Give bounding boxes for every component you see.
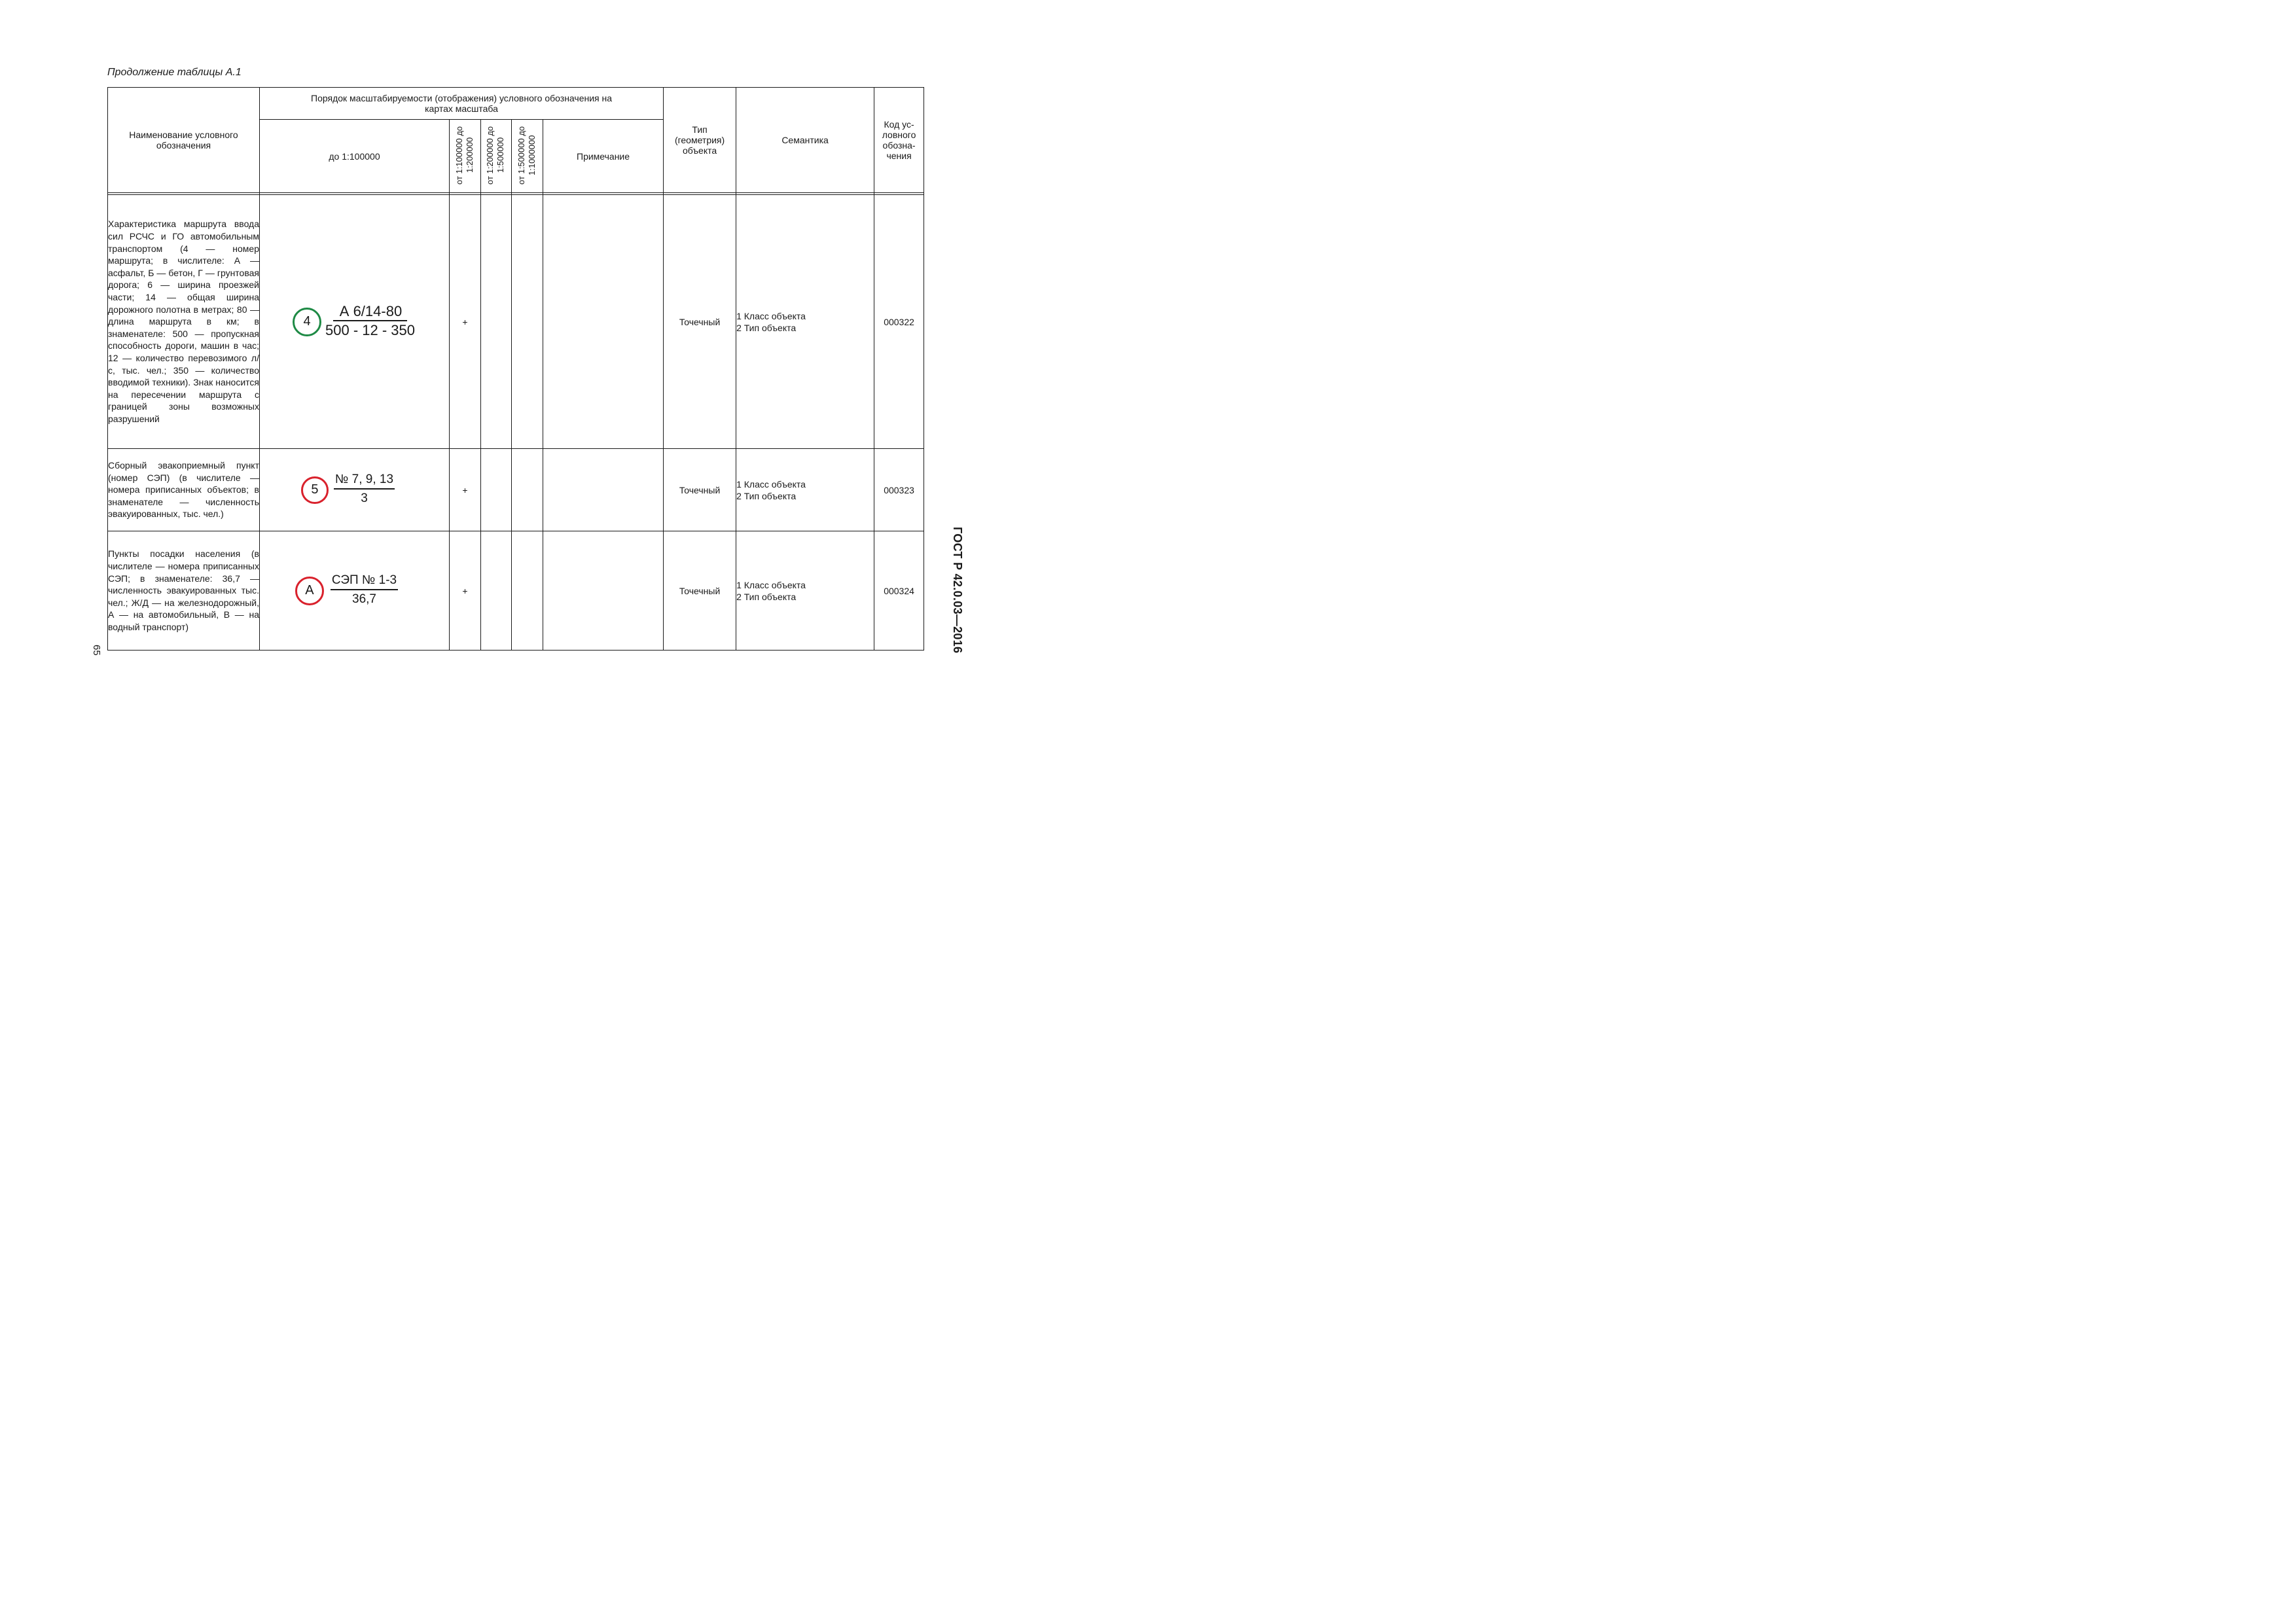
row-description: Сборный эвакоприемный пункт (номер СЭП) (в числителе — номера приписанных объектов; в знаменателе — численность эвакуированных, тыс. чел.): [108, 449, 260, 531]
row-scale-3: [481, 449, 512, 531]
row-code: 000323: [874, 449, 924, 531]
symbols-table: [107, 87, 924, 651]
row-scale-4: [512, 449, 543, 531]
row-symbol: [260, 195, 450, 449]
symbol-numerator: № 7, 9, 13: [334, 472, 395, 490]
table-row: [108, 449, 924, 531]
row-note: [543, 195, 664, 449]
symbol-denominator: 36,7: [352, 592, 376, 606]
row-description: Характеристика маршрута ввода сил РСЧС и ГО автомобильным транспортом (4 — номер маршрута; в числителе: А — асфальт, Б — бетон, Г — грунтовая дорога; 6 — ширина проезжей части; 14 — общая ширина дорожного полотна в метрах; 80 — длина маршрута в км; в знаменателе: 500 — пропускная способность дороги, машин в час; 12 — количество перевозимого л/с, тыс. чел.; 350 — количество вводимой техники). Знак наносится на пересечении маршрута с границей зоны возможных разрушений: [108, 195, 260, 449]
route-number-circle-icon: 4: [293, 308, 321, 336]
row-code: 000322: [874, 195, 924, 449]
symbol-numerator: А 6/14-80: [333, 304, 407, 321]
row-scale-mark: +: [450, 531, 481, 651]
row-note: [543, 449, 664, 531]
header-scale-group: Порядок масштабируемости (отображения) условного обозначения на картах масштаба: [260, 88, 664, 120]
page-number: 65: [91, 645, 102, 656]
header-geometry: Тип (геометрия) объекта: [664, 88, 736, 193]
symbol-denominator: 500 - 12 - 350: [325, 322, 415, 338]
row-description: Пункты посадки населения (в числителе — номера приписанных СЭП; в знаменателе: 36,7 — численность эвакуированных тыс. чел.; Ж/Д — на железнодорожный, А — на автомобильный, В — на водный транспорт): [108, 531, 260, 651]
boarding-point-circle-icon: А: [295, 577, 324, 605]
row-scale-mark: +: [450, 195, 481, 449]
table-row: [108, 531, 924, 651]
row-scale-3: [481, 531, 512, 651]
document-code: ГОСТ Р 42.0.03—2016: [951, 527, 964, 654]
header-code: Код ус-ловного обозна-чения: [874, 88, 924, 193]
row-scale-3: [481, 195, 512, 449]
row-geometry: Точечный: [664, 531, 736, 651]
row-semantics: 1 Класс объекта 2 Тип объекта: [736, 531, 874, 651]
row-symbol: [260, 449, 450, 531]
row-scale-4: [512, 531, 543, 651]
evacuation-point-circle-icon: 5: [301, 476, 329, 504]
row-geometry: Точечный: [664, 449, 736, 531]
symbol-denominator: 3: [361, 491, 368, 505]
header-note: Примечание: [543, 120, 664, 193]
header-scale-1: до 1:100000: [260, 120, 450, 193]
row-symbol: [260, 531, 450, 651]
header-name: Наименование условного обозначения: [108, 88, 260, 193]
row-scale-mark: +: [450, 449, 481, 531]
row-semantics: 1 Класс объекта 2 Тип объекта: [736, 449, 874, 531]
table-row: [108, 195, 924, 449]
header-scale-3: от 1:200000 до 1:500000: [481, 120, 512, 193]
row-note: [543, 531, 664, 651]
row-code: 000324: [874, 531, 924, 651]
table-caption: Продолжение таблицы А.1: [107, 67, 242, 78]
header-semantics: Семантика: [736, 88, 874, 193]
row-semantics: 1 Класс объекта 2 Тип объекта: [736, 195, 874, 449]
row-geometry: Точечный: [664, 195, 736, 449]
symbol-numerator: СЭП № 1-3: [331, 573, 398, 590]
header-scale-2: от 1:100000 до 1:200000: [450, 120, 481, 193]
row-scale-4: [512, 195, 543, 449]
header-scale-4: от 1:500000 до 1:1000000: [512, 120, 543, 193]
